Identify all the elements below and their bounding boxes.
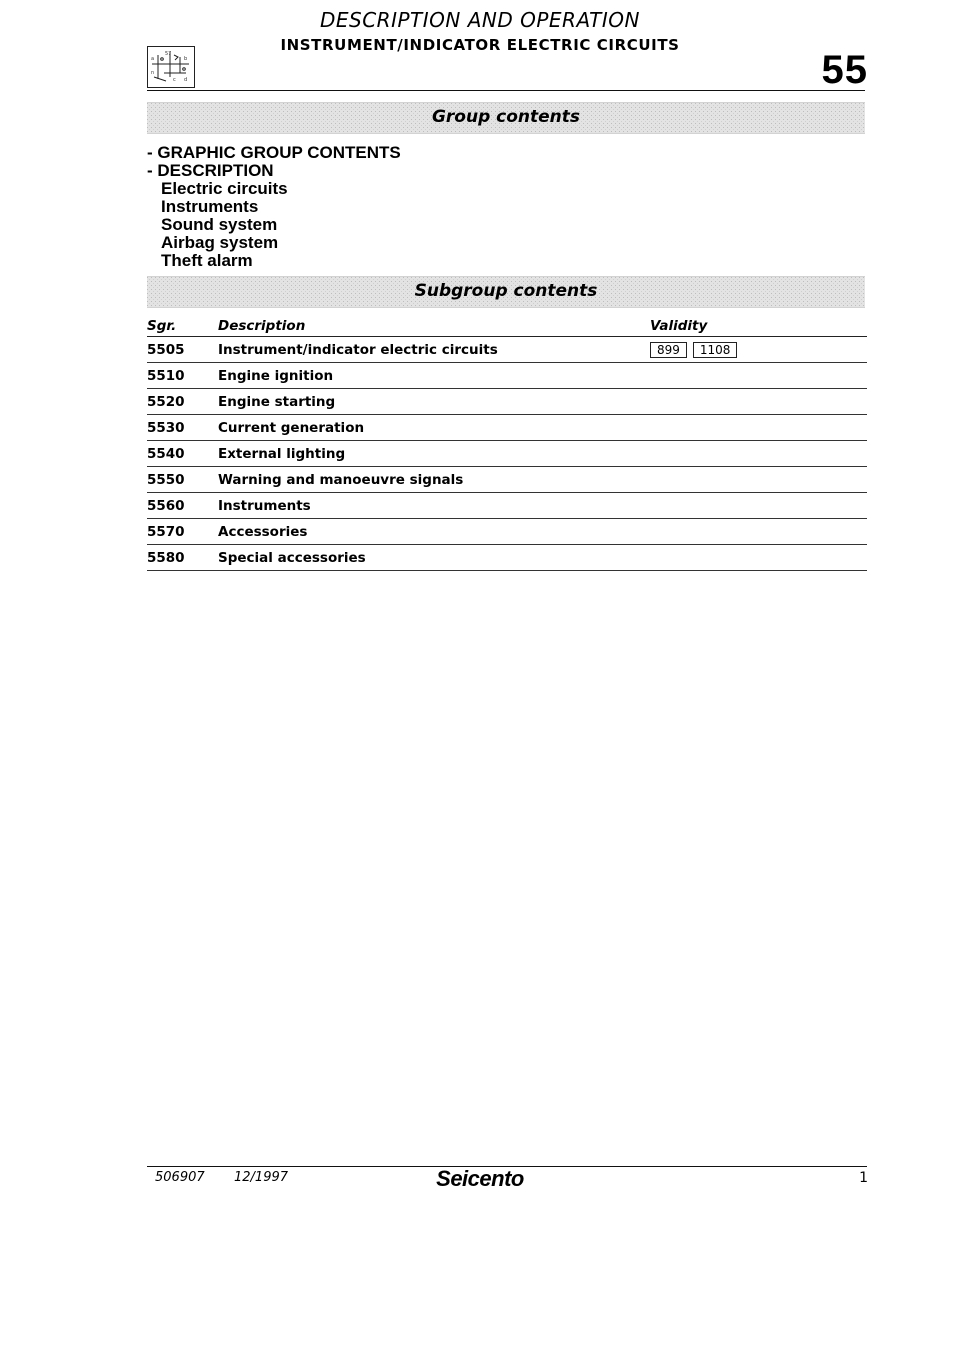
subgroup-table [147, 313, 867, 571]
table-row [147, 545, 867, 571]
brand-logo: Seicento [436, 1166, 524, 1191]
table-header-row [147, 313, 867, 337]
column-header-sgr: Sgr. [147, 313, 218, 337]
row-sgr: 5580 [147, 545, 218, 571]
svg-text:d: d [184, 77, 188, 83]
section-title: DESCRIPTION AND OPERATION [319, 8, 640, 32]
row-description: Current generation [218, 415, 650, 441]
page-number: 1 [859, 1170, 868, 1186]
svg-text:57: 57 [165, 51, 172, 57]
row-description: Engine ignition [218, 363, 650, 389]
row-description: Accessories [218, 519, 650, 545]
group-number: 55 [821, 48, 868, 92]
row-validity [650, 467, 867, 493]
svg-text:a: a [151, 56, 155, 62]
document-date: 12/1997 [234, 1170, 289, 1185]
table-row [147, 389, 867, 415]
table-row [147, 441, 867, 467]
row-description: Special accessories [218, 545, 650, 571]
svg-text:b: b [184, 56, 188, 62]
row-validity [650, 441, 867, 467]
row-description: Instruments [218, 493, 650, 519]
row-description: Warning and manoeuvre signals [218, 467, 650, 493]
list-subitem: Sound system [161, 215, 278, 234]
row-sgr: 5570 [147, 519, 218, 545]
row-validity [650, 519, 867, 545]
group-contents-list [147, 144, 401, 270]
row-validity [650, 363, 867, 389]
subgroup-contents-banner [147, 276, 865, 308]
list-item: - DESCRIPTION [147, 162, 401, 180]
row-sgr: 5520 [147, 389, 218, 415]
table-row [147, 493, 867, 519]
row-validity [650, 415, 867, 441]
group-contents-banner [147, 102, 865, 134]
row-description: Engine starting [218, 389, 650, 415]
group-contents-title: Group contents [431, 107, 581, 127]
row-sgr: 5510 [147, 363, 218, 389]
column-header-validity: Validity [650, 313, 867, 337]
list-subitem: Instruments [161, 197, 259, 216]
svg-text:n: n [151, 70, 155, 76]
row-sgr: 5530 [147, 415, 218, 441]
document-code: 506907 [155, 1170, 205, 1185]
table-row [147, 337, 867, 363]
subgroup-contents-title: Subgroup contents [414, 281, 598, 301]
row-validity [650, 389, 867, 415]
table-row [147, 519, 867, 545]
table-row [147, 415, 867, 441]
circuit-diagram-icon [147, 46, 195, 88]
row-description: External lighting [218, 441, 650, 467]
header-rule [147, 90, 865, 91]
page-title: INSTRUMENT/INDICATOR ELECTRIC CIRCUITS [280, 36, 680, 54]
validity-badge: 899 [650, 342, 687, 358]
row-sgr: 5540 [147, 441, 218, 467]
row-validity [650, 545, 867, 571]
list-subitem: Theft alarm [161, 251, 253, 270]
row-sgr: 5505 [147, 337, 218, 363]
row-validity [650, 493, 867, 519]
svg-text:c: c [173, 77, 176, 83]
row-sgr: 5550 [147, 467, 218, 493]
validity-badge: 1108 [693, 342, 738, 358]
row-validity [650, 337, 867, 363]
table-row [147, 467, 867, 493]
list-item: - GRAPHIC GROUP CONTENTS [147, 144, 401, 162]
list-subitem: Electric circuits [161, 179, 288, 198]
row-sgr: 5560 [147, 493, 218, 519]
list-subitem: Airbag system [161, 233, 279, 252]
row-description: Instrument/indicator electric circuits [218, 337, 650, 363]
table-row [147, 363, 867, 389]
column-header-description: Description [218, 313, 650, 337]
